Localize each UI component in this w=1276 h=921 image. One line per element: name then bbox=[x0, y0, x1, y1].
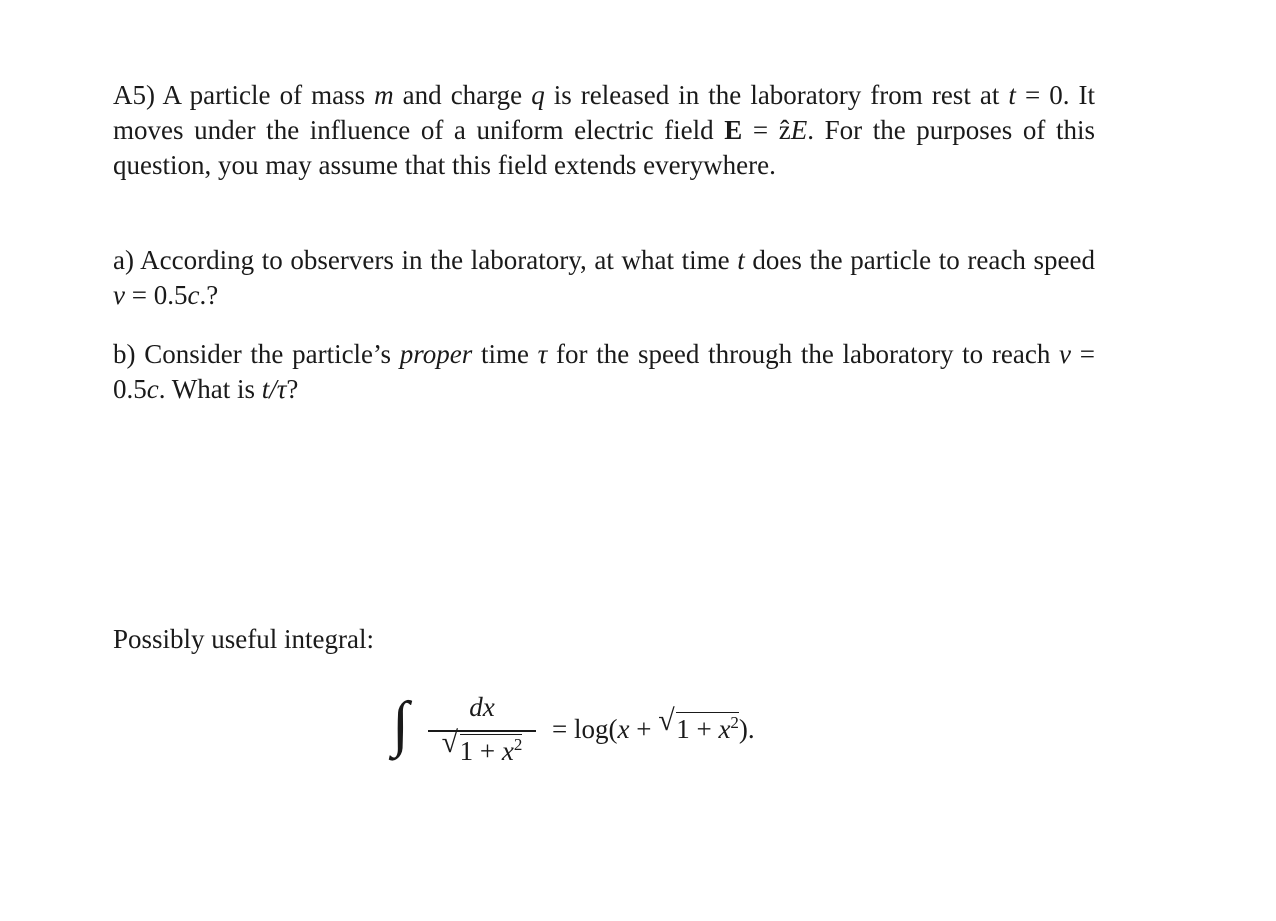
part-a-text: .? bbox=[199, 280, 219, 310]
integral-equation bbox=[392, 690, 852, 770]
part-b-text: for the speed through the laboratory to reach bbox=[547, 339, 1060, 369]
part-b-text: ? bbox=[286, 374, 299, 404]
intro-text: and charge bbox=[393, 80, 532, 110]
speed-symbol: v bbox=[113, 280, 125, 310]
integrand-fraction bbox=[428, 690, 536, 770]
integral-result: = log(x + √ $1 + x^2$). bbox=[552, 704, 755, 744]
hint-text: Possibly useful integral: bbox=[113, 624, 374, 654]
speed-symbol: v bbox=[1059, 339, 1072, 369]
speed-value: = 0.5 bbox=[113, 339, 1095, 404]
question-part-a bbox=[113, 243, 1095, 313]
question-part-b bbox=[113, 337, 1095, 407]
field-vector-symbol: E bbox=[724, 115, 743, 145]
square-root bbox=[658, 704, 739, 744]
light-speed-symbol: c bbox=[146, 374, 159, 404]
radicand: $1 + x^2$ bbox=[459, 735, 523, 766]
part-b-text: . What is bbox=[158, 374, 262, 404]
light-speed-symbol: c bbox=[187, 280, 200, 310]
proper-emphasis: proper bbox=[399, 339, 473, 369]
radicand: $1 + x^2$ bbox=[676, 713, 739, 744]
intro-text: . For the purposes of this question, you may assume that this field extends everywhere. bbox=[113, 115, 1095, 180]
speed-value: = 0.5 bbox=[124, 280, 188, 310]
equals-sign: = bbox=[552, 714, 568, 744]
problem-statement bbox=[113, 78, 1095, 183]
radical-sign: √ bbox=[441, 726, 459, 759]
integrand-numerator: dx bbox=[469, 692, 495, 722]
field-magnitude-symbol: E bbox=[790, 115, 808, 145]
part-a-text: does the particle to reach speed bbox=[744, 245, 1095, 275]
tau-symbol: τ bbox=[537, 339, 548, 369]
part-b-text: b) Consider the particle’s bbox=[113, 339, 400, 369]
square-root bbox=[441, 726, 523, 766]
hint-label bbox=[113, 622, 1095, 657]
charge-symbol: q bbox=[531, 80, 545, 110]
integral-sign: ∫ bbox=[392, 690, 409, 758]
field-equation: = ẑ bbox=[742, 115, 791, 145]
time-symbol: t bbox=[1008, 80, 1016, 110]
mass-symbol: m bbox=[374, 80, 394, 110]
intro-text: = 0. It moves under the influence of a uniform electric field bbox=[113, 80, 1095, 145]
intro-text: A5) A particle of mass bbox=[113, 80, 375, 110]
radical-sign: √ bbox=[658, 704, 675, 737]
time-symbol: t bbox=[737, 245, 745, 275]
integrand-denominator bbox=[428, 726, 536, 766]
part-b-text: time bbox=[472, 339, 538, 369]
time-ratio: t/τ bbox=[261, 374, 287, 404]
part-a-text: a) According to observers in the laboratory, at what time bbox=[113, 245, 738, 275]
intro-text: is released in the laboratory from rest at bbox=[544, 80, 1009, 110]
